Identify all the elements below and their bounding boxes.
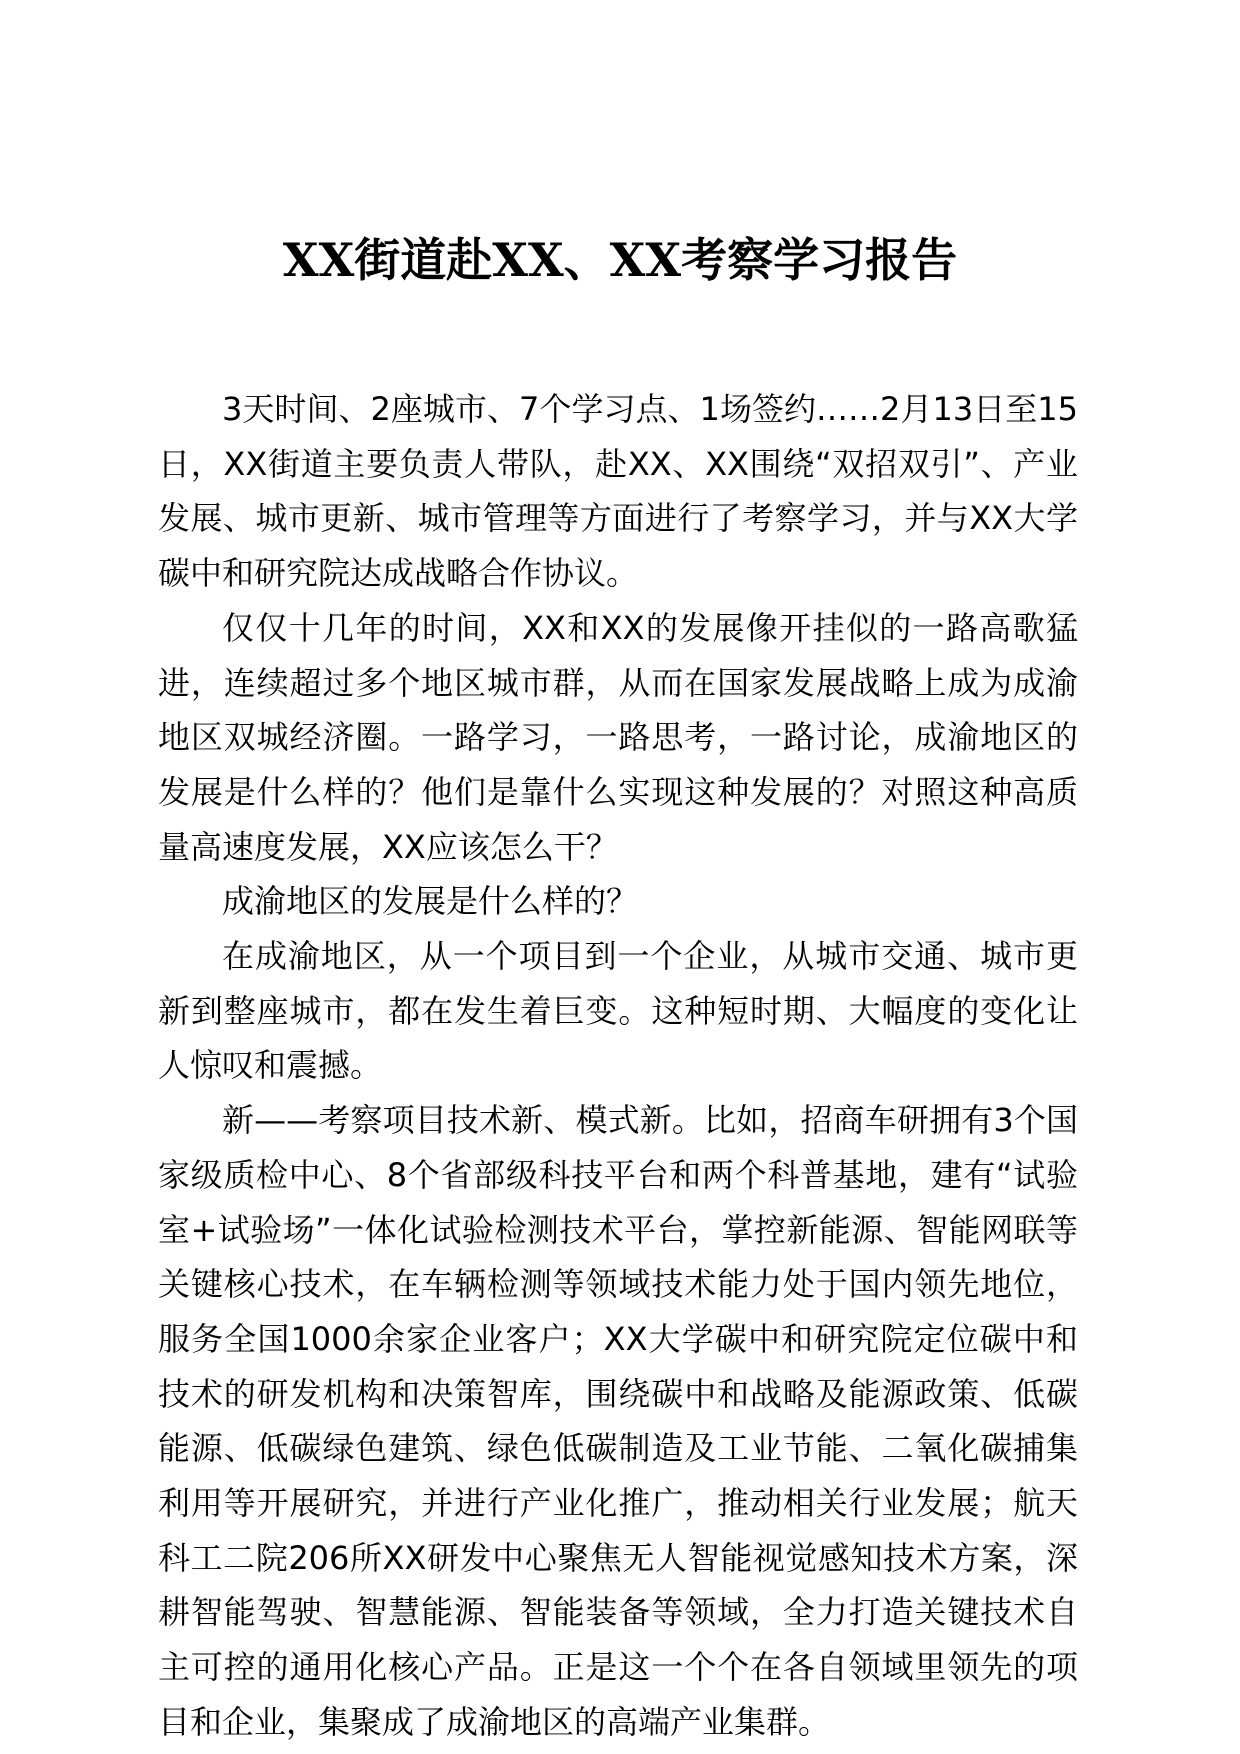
document-title: XX街道赴XX、XX考察学习报告: [282, 233, 958, 287]
paragraph-change: 在成渝地区，从一个项目到一个企业，从城市交通、城市更新到整座城市，都在发生着巨变。这种短时期、大幅度的变化让人惊叹和震撼。: [158, 937, 1078, 1085]
paragraph-new-projects: 新——考察项目技术新、模式新。比如，招商车研拥有3个国家级质检中心、8个省部级科技平台和两个科普基地，建有“试验室+试验场”一体化试验检测技术平台，掌控新能源、智能网联等关键核心技术，在车辆检测等领域技术能力处于国内领先地位，服务全国1000余家企业客户；XX大学碳中和研究院定位碳中和技术的研发机构和决策智库，围绕碳中和战略及能源政策、低碳能源、低碳绿色建筑、绿色低碳制造及工业节能、二氧化碳捕集利用等开展研究，并进行产业化推广，推动相关行业发展；航天科工二院206所XX研发中心聚焦无人智能视觉感知技术方案，深耕智能驾驶、智慧能源、智能装备等领域，全力打造关键技术自主可控的通用化核心产品。正是这一个个在各自领域里领先的项目和企业，集聚成了成渝地区的高端产业集群。: [158, 1101, 1078, 1741]
paragraph-intro: 3天时间、2座城市、7个学习点、1场签约……2月13日至15日，XX街道主要负责人带队，赴XX、XX围绕“双招双引”、产业发展、城市更新、城市管理等方面进行了考察学习，并与XX大学碳中和研究院达成战略合作协议。: [158, 390, 1078, 593]
paragraph-development: 仅仅十几年的时间，XX和XX的发展像开挂似的一路高歌猛进，连续超过多个地区城市群，从而在国家发展战略上成为成渝地区双城经济圈。一路学习，一路思考，一路讨论，成渝地区的发展是什么样的？他们是靠什么实现这种发展的？对照这种高质量高速度发展，XX应该怎么干？: [158, 608, 1078, 866]
document-body: [158, 382, 1078, 1750]
paragraph-question: 成渝地区的发展是什么样的？: [222, 882, 639, 921]
